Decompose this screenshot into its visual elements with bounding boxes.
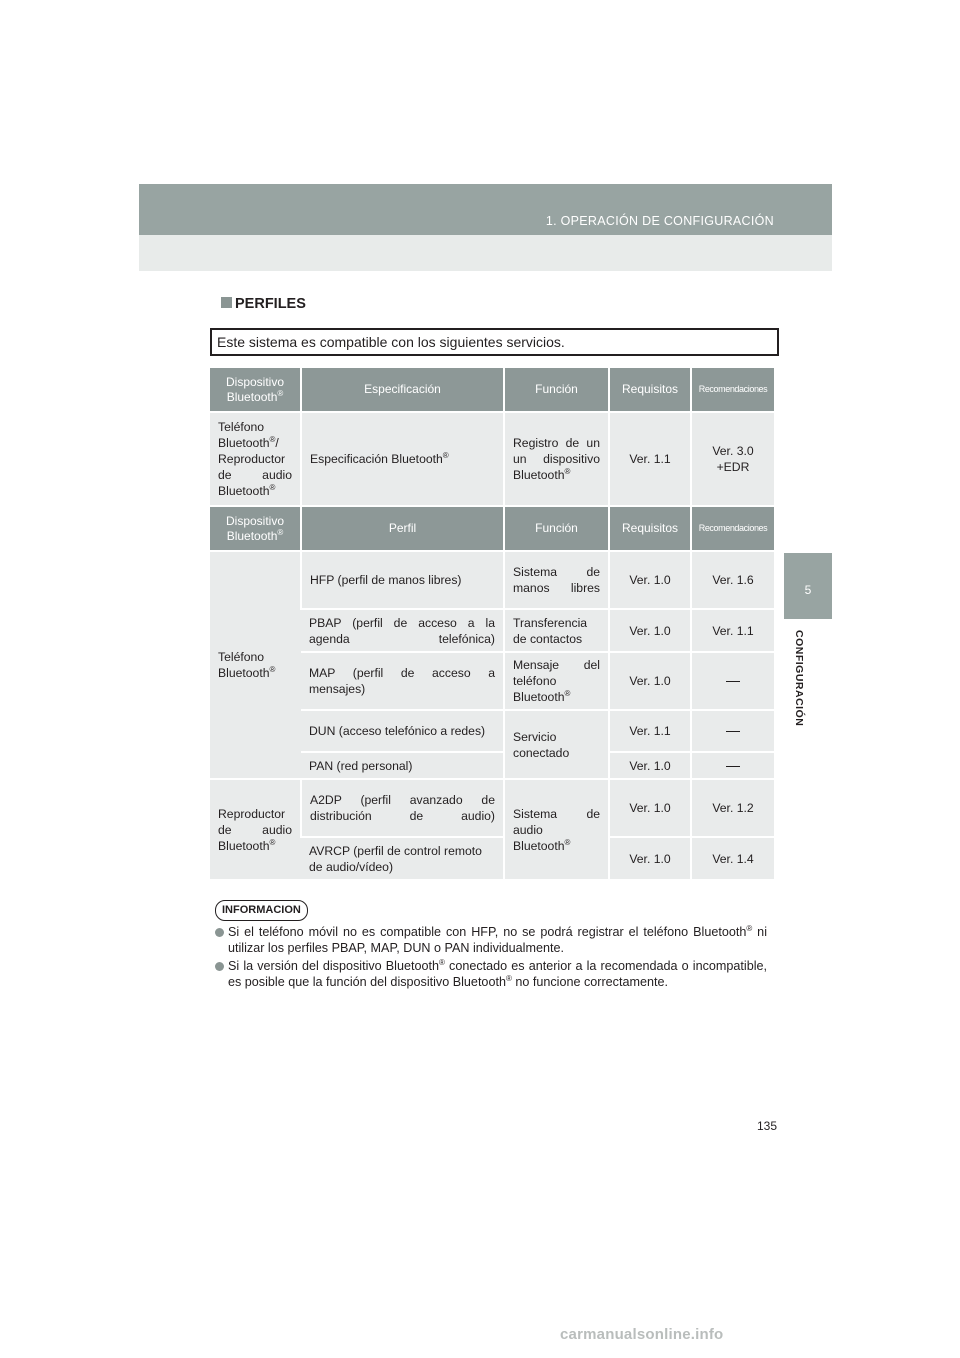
cell-recommendations: [691, 710, 774, 752]
cell-requirements: Ver. 1.0: [609, 837, 691, 879]
cell-recommendations: Ver. 1.1: [691, 609, 774, 652]
cell-requirements: Ver. 1.1: [609, 412, 691, 506]
cell-device-audio: Reproductor de audio Bluetooth®: [210, 779, 301, 879]
watermark: carmanualsonline.info: [560, 1326, 724, 1343]
table1-header: [210, 367, 774, 412]
cell-function: Transferencia de contactos: [504, 609, 609, 652]
cell-function: Mensaje del teléfono Bluetooth®: [504, 652, 609, 710]
header-recommendations: Recomendaciones: [691, 506, 774, 551]
header-requirements: Requisitos: [609, 367, 691, 412]
dash-icon: [726, 731, 740, 732]
chapter-tab: [784, 553, 832, 619]
cell-recommendations: Ver. 1.4: [691, 837, 774, 879]
header-bar: [139, 184, 832, 235]
info-item: [215, 959, 767, 990]
header-spec: Especificación: [301, 367, 504, 412]
cell-recommendations: [691, 652, 774, 710]
profiles-table: [210, 366, 774, 879]
cell-profile: DUN (acceso telefónico a redes): [301, 710, 504, 752]
circle-bullet-icon: [215, 962, 224, 971]
circle-bullet-icon: [215, 928, 224, 937]
chapter-label-text: CONFIGURACIÓN: [793, 630, 805, 727]
info-list: [215, 925, 767, 993]
cell-requirements: Ver. 1.1: [609, 710, 691, 752]
section-heading-text: PERFILES: [235, 296, 306, 312]
cell-function: Sistema de manos libres: [504, 551, 609, 609]
cell-requirements: Ver. 1.0: [609, 609, 691, 652]
cell-profile: A2DP (perfil avanzado de distribución de audio): [301, 779, 504, 837]
info-item: [215, 925, 767, 956]
cell-recommendations: Ver. 1.6: [691, 551, 774, 609]
cell-requirements: Ver. 1.0: [609, 779, 691, 837]
info-item-text: Si el teléfono móvil no es compatible con HFP, no se podrá registrar el teléfono Bluetooth® ni utilizar los perfiles PBAP, MAP, DUN o PAN individualmente.: [228, 923, 767, 955]
cell-profile: PAN (red personal): [301, 752, 504, 779]
page-number: 135: [757, 1119, 778, 1133]
header-section-title: 1. OPERACIÓN DE CONFIGURACIÓN: [545, 214, 774, 228]
header-function: Función: [504, 367, 609, 412]
cell-recommendations: Ver. 1.2: [691, 779, 774, 837]
header-function: Función: [504, 506, 609, 551]
cell-function: Registro de un un dispositivo Bluetooth®: [504, 412, 609, 506]
cell-profile: PBAP (perfil de acceso a la agenda telefónica): [301, 609, 504, 652]
info-badge: INFORMACION: [215, 900, 308, 921]
section-heading: [221, 296, 306, 312]
header-device: Dispositivo Bluetooth®: [210, 367, 301, 412]
cell-profile: AVRCP (perfil de control remoto de audio/vídeo): [301, 837, 504, 879]
table-row: [210, 779, 774, 837]
cell-requirements: Ver. 1.0: [609, 652, 691, 710]
header-subbar: [139, 235, 832, 271]
table-row: [210, 551, 774, 609]
intro-box: Este sistema es compatible con los siguientes servicios.: [210, 328, 779, 356]
chapter-label: [793, 630, 812, 740]
table2-header: [210, 506, 774, 551]
cell-recommendations: Ver. 3.0 +EDR: [691, 412, 774, 506]
chapter-number: 5: [804, 583, 812, 597]
header-recommendations: Recomendaciones: [691, 367, 774, 412]
header-device: Dispositivo Bluetooth®: [210, 506, 301, 551]
cell-function: Sistema de audio Bluetooth®: [504, 779, 609, 879]
header-profile: Perfil: [301, 506, 504, 551]
table-row: [210, 412, 774, 506]
cell-device: Teléfono Bluetooth®/ Reproductor de audio Bluetooth®: [210, 412, 301, 506]
header-requirements: Requisitos: [609, 506, 691, 551]
cell-requirements: Ver. 1.0: [609, 752, 691, 779]
dash-icon: [726, 766, 740, 767]
dash-icon: [726, 681, 740, 682]
info-item-text: Si la versión del dispositivo Bluetooth® conectado es anterior a la recomendada o incompatible, es posible que la función del dispositivo Bluetooth® no funcione correctamente.: [228, 957, 768, 989]
cell-profile: HFP (perfil de manos libres): [301, 551, 504, 609]
cell-recommendations: [691, 752, 774, 779]
cell-requirements: Ver. 1.0: [609, 551, 691, 609]
square-bullet-icon: [221, 297, 232, 308]
cell-device-phone: Teléfono Bluetooth®: [210, 551, 301, 779]
cell-spec: Especificación Bluetooth®: [301, 412, 504, 506]
cell-profile: MAP (perfil de acceso a mensajes): [301, 652, 504, 710]
cell-function: Servicio conectado: [504, 710, 609, 779]
